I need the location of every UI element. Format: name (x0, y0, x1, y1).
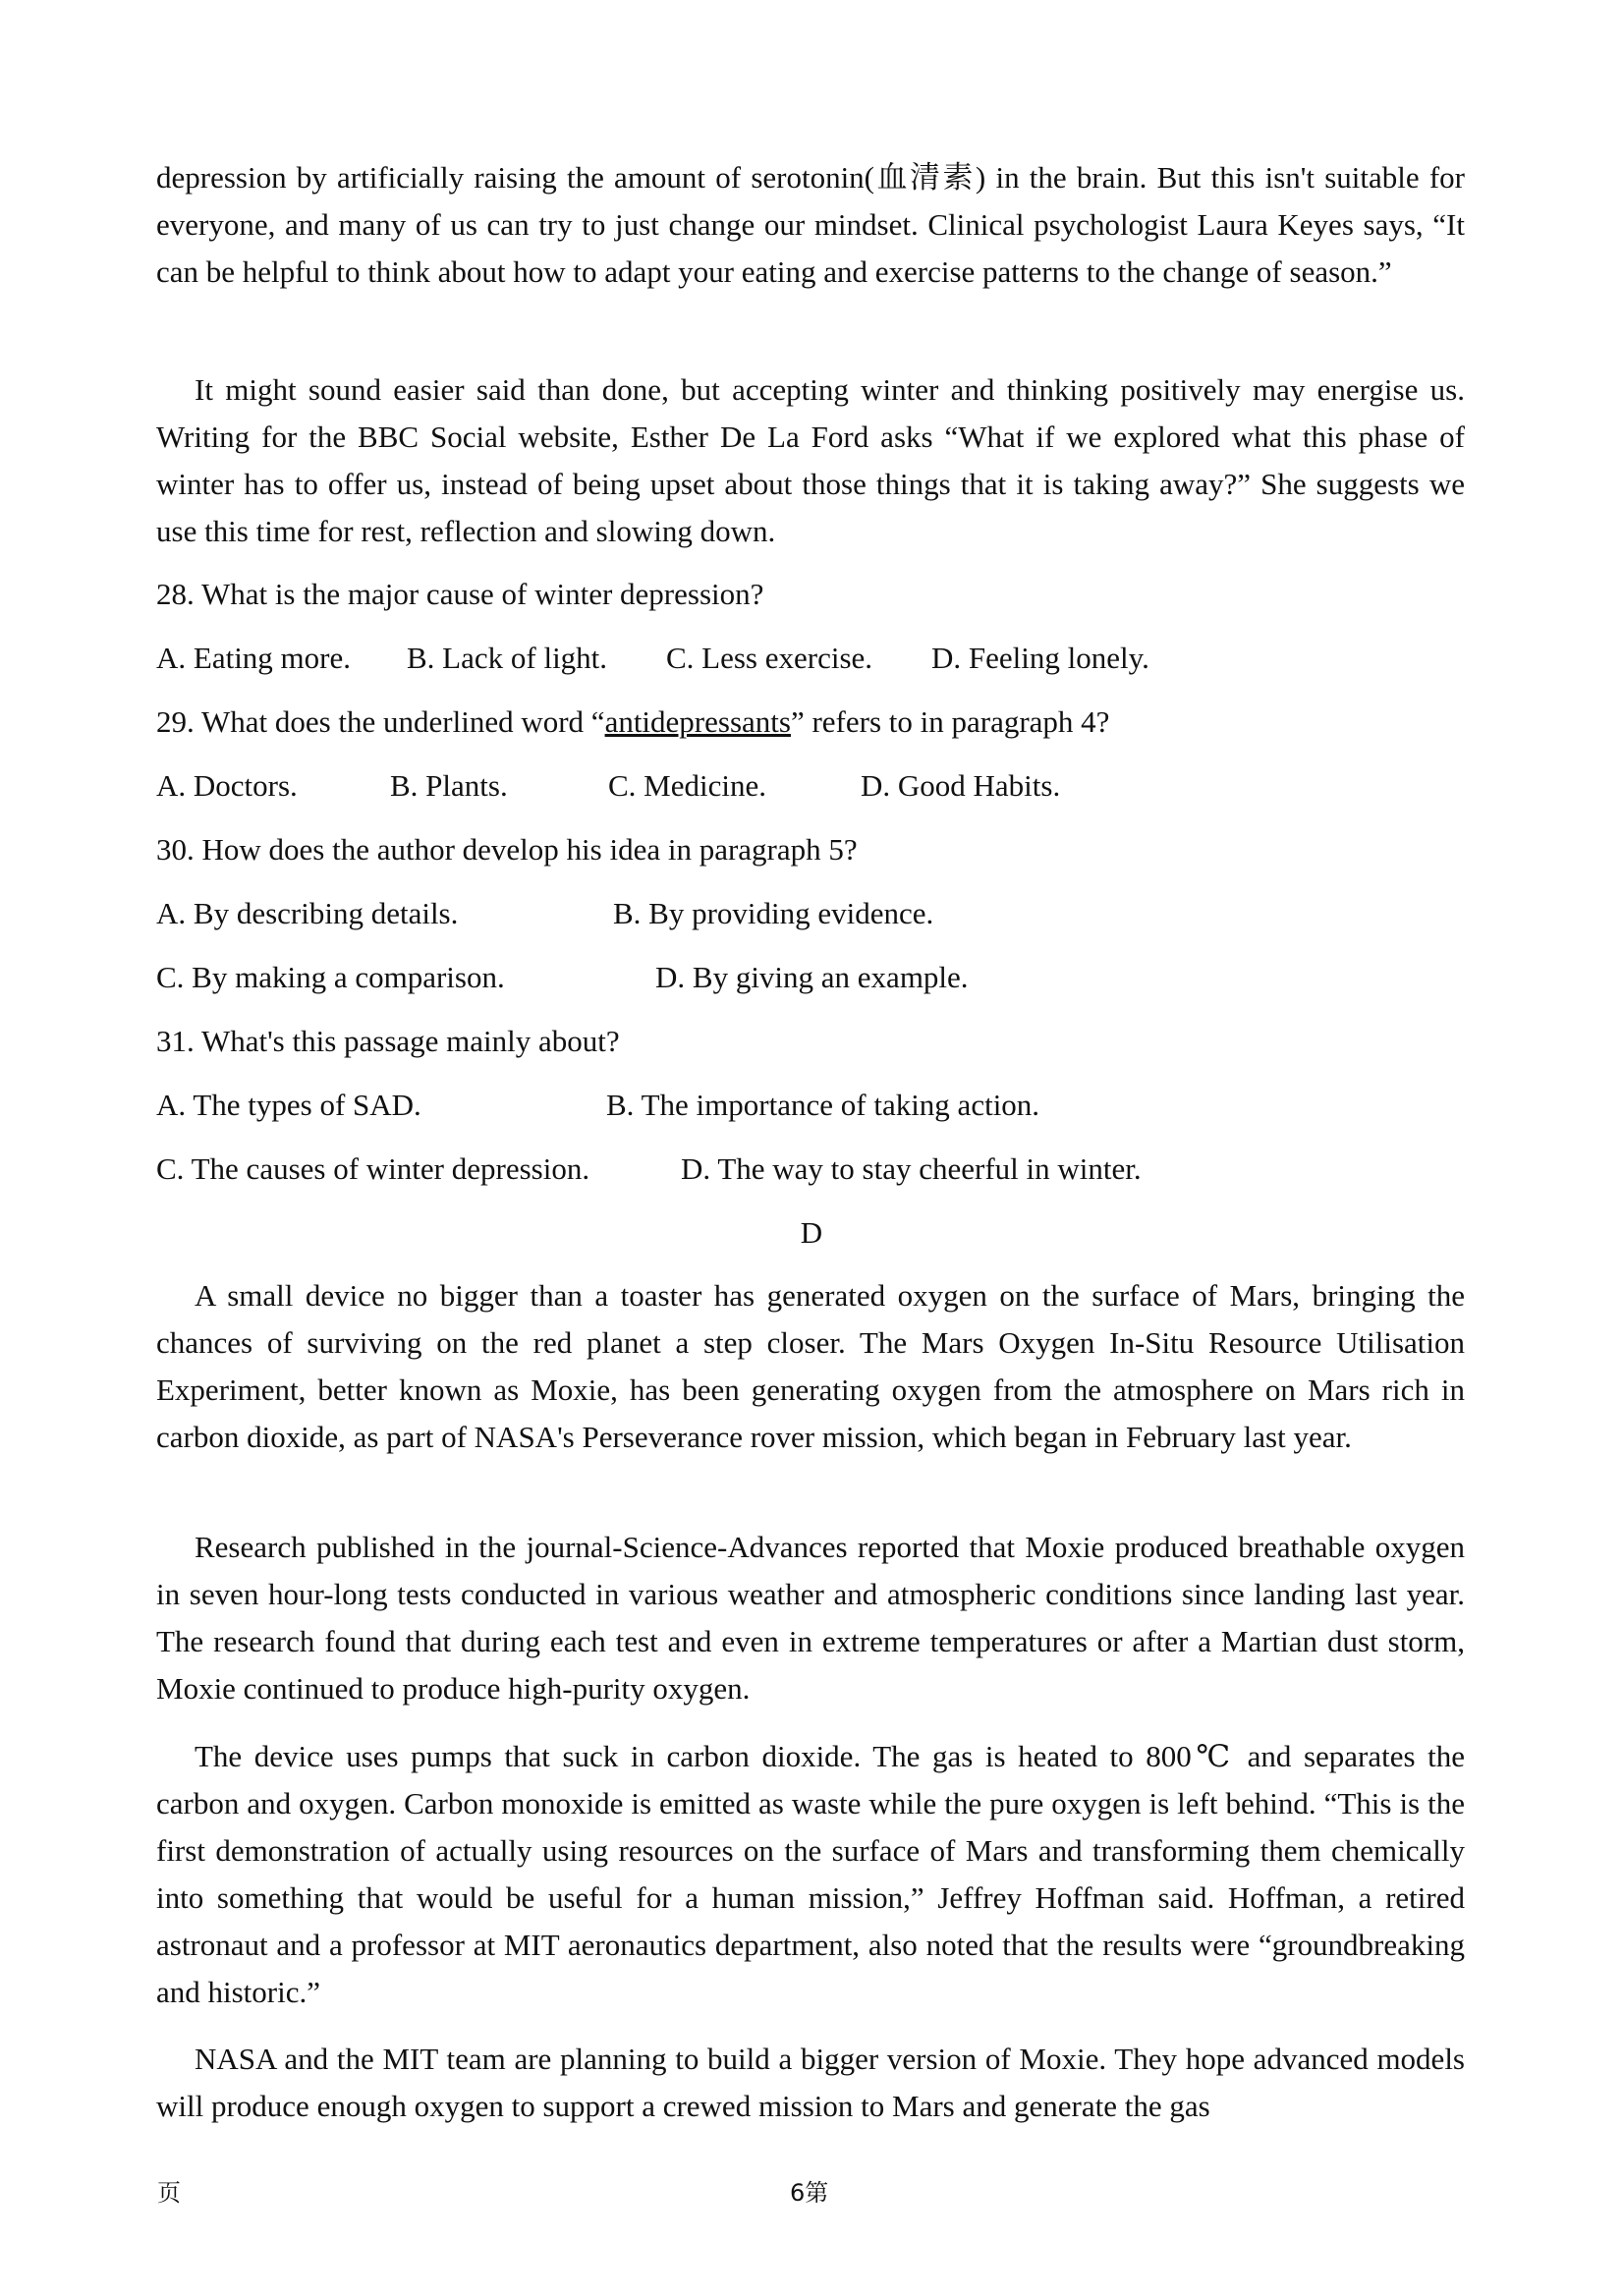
question-29-stem-before: 29. What does the underlined word “ (156, 704, 605, 739)
question-31-option-d: D. The way to stay cheerful in winter. (681, 1151, 1142, 1186)
section-d-paragraph-2: Research published in the journal-Science-Advances reported that Moxie produced breathable oxygen in seven hour-long tests conducted in various weather and atmospheric conditions since landing last year. The research found that during each test and even in extreme temperatures or after a Martian dust storm, Moxie continued to produce high-purity oxygen. (156, 1530, 1465, 1706)
question-28-option-a: A. Eating more. (156, 641, 352, 675)
question-30-option-a: A. By describing details. (156, 896, 459, 930)
question-28-option-d: D. Feeling lonely. (931, 641, 1149, 675)
question-29-stem (156, 699, 1465, 746)
question-29-option-d: D. Good Habits. (861, 768, 1061, 803)
question-31-option-c: C. The causes of winter depression. (156, 1151, 590, 1186)
section-heading: D (800, 1215, 823, 1250)
question-29-stem-after: ” refers to in paragraph 4? (790, 704, 1110, 739)
question-30-option-d: D. By giving an example. (655, 960, 969, 994)
section-d-paragraph-3: The device uses pumps that suck in carbon dioxide. The gas is heated to 800℃ and separates the carbon and oxygen. Carbon monoxide is emitted as waste while the pure oxygen is left behind. “This is the first demonstration of actually using resources on the surface of Mars and transforming them chemically into something that would be useful for a human mission,” Jeffrey Hoffman said. Hoffman, a retired astronaut and a professor at MIT aeronautics department, also noted that the results were “groundbreaking and historic.” (156, 1739, 1465, 2009)
paragraph-continued: depression by artificially raising the amount of serotonin(血清素) in the brain. But this isn't suitable for everyone, and many of us can try to just change our mindset. Clinical psychologist Laura Keyes says, “It can be helpful to think about how to adapt your eating and exercise patterns to the change of season.” (156, 160, 1465, 289)
question-28-option-c: C. Less exercise. (666, 641, 873, 675)
paragraph-winter-positive: It might sound easier said than done, but accepting winter and thinking positively may energise us. Writing for the BBC Social website, Esther De La Ford asks “What if we explored what this phase of winter has to offer us, instead of being upset about those things that it is taking away?” She suggests we use this time for rest, reflection and slowing down. (156, 372, 1465, 548)
footer-page-label: 页 (157, 2179, 181, 2207)
question-30-option-b: B. By providing evidence. (613, 896, 934, 930)
question-29-option-c: C. Medicine. (608, 768, 766, 803)
question-29-option-b: B. Plants. (390, 768, 508, 803)
question-31-option-a: A. The types of SAD. (156, 1088, 421, 1122)
question-30-option-c: C. By making a comparison. (156, 960, 505, 994)
question-28-stem: 28. What is the major cause of winter depression? (156, 577, 764, 611)
question-31-option-b: B. The importance of taking action. (606, 1088, 1040, 1122)
section-d-paragraph-4: NASA and the MIT team are planning to build a bigger version of Moxie. They hope advanced models will produce enough oxygen to support a crewed mission to Mars and generate the gas (156, 2042, 1465, 2123)
section-d-paragraph-1: A small device no bigger than a toaster has generated oxygen on the surface of Mars, bringing the chances of surviving on the red planet a step closer. The Mars Oxygen In-Situ Resource Utilisation Experiment, better known as Moxie, has been generating oxygen from the atmosphere on Mars rich in carbon dioxide, as part of NASA's Perseverance rover mission, which began in February last year. (156, 1278, 1465, 1454)
question-29-option-a: A. Doctors. (156, 768, 298, 803)
question-30-stem: 30. How does the author develop his idea in paragraph 5? (156, 832, 858, 867)
question-28-option-b: B. Lack of light. (407, 641, 608, 675)
question-31-stem: 31. What's this passage mainly about? (156, 1024, 620, 1058)
footer-page-number: 6第 (790, 2179, 829, 2207)
underlined-word: antidepressants (604, 704, 791, 739)
